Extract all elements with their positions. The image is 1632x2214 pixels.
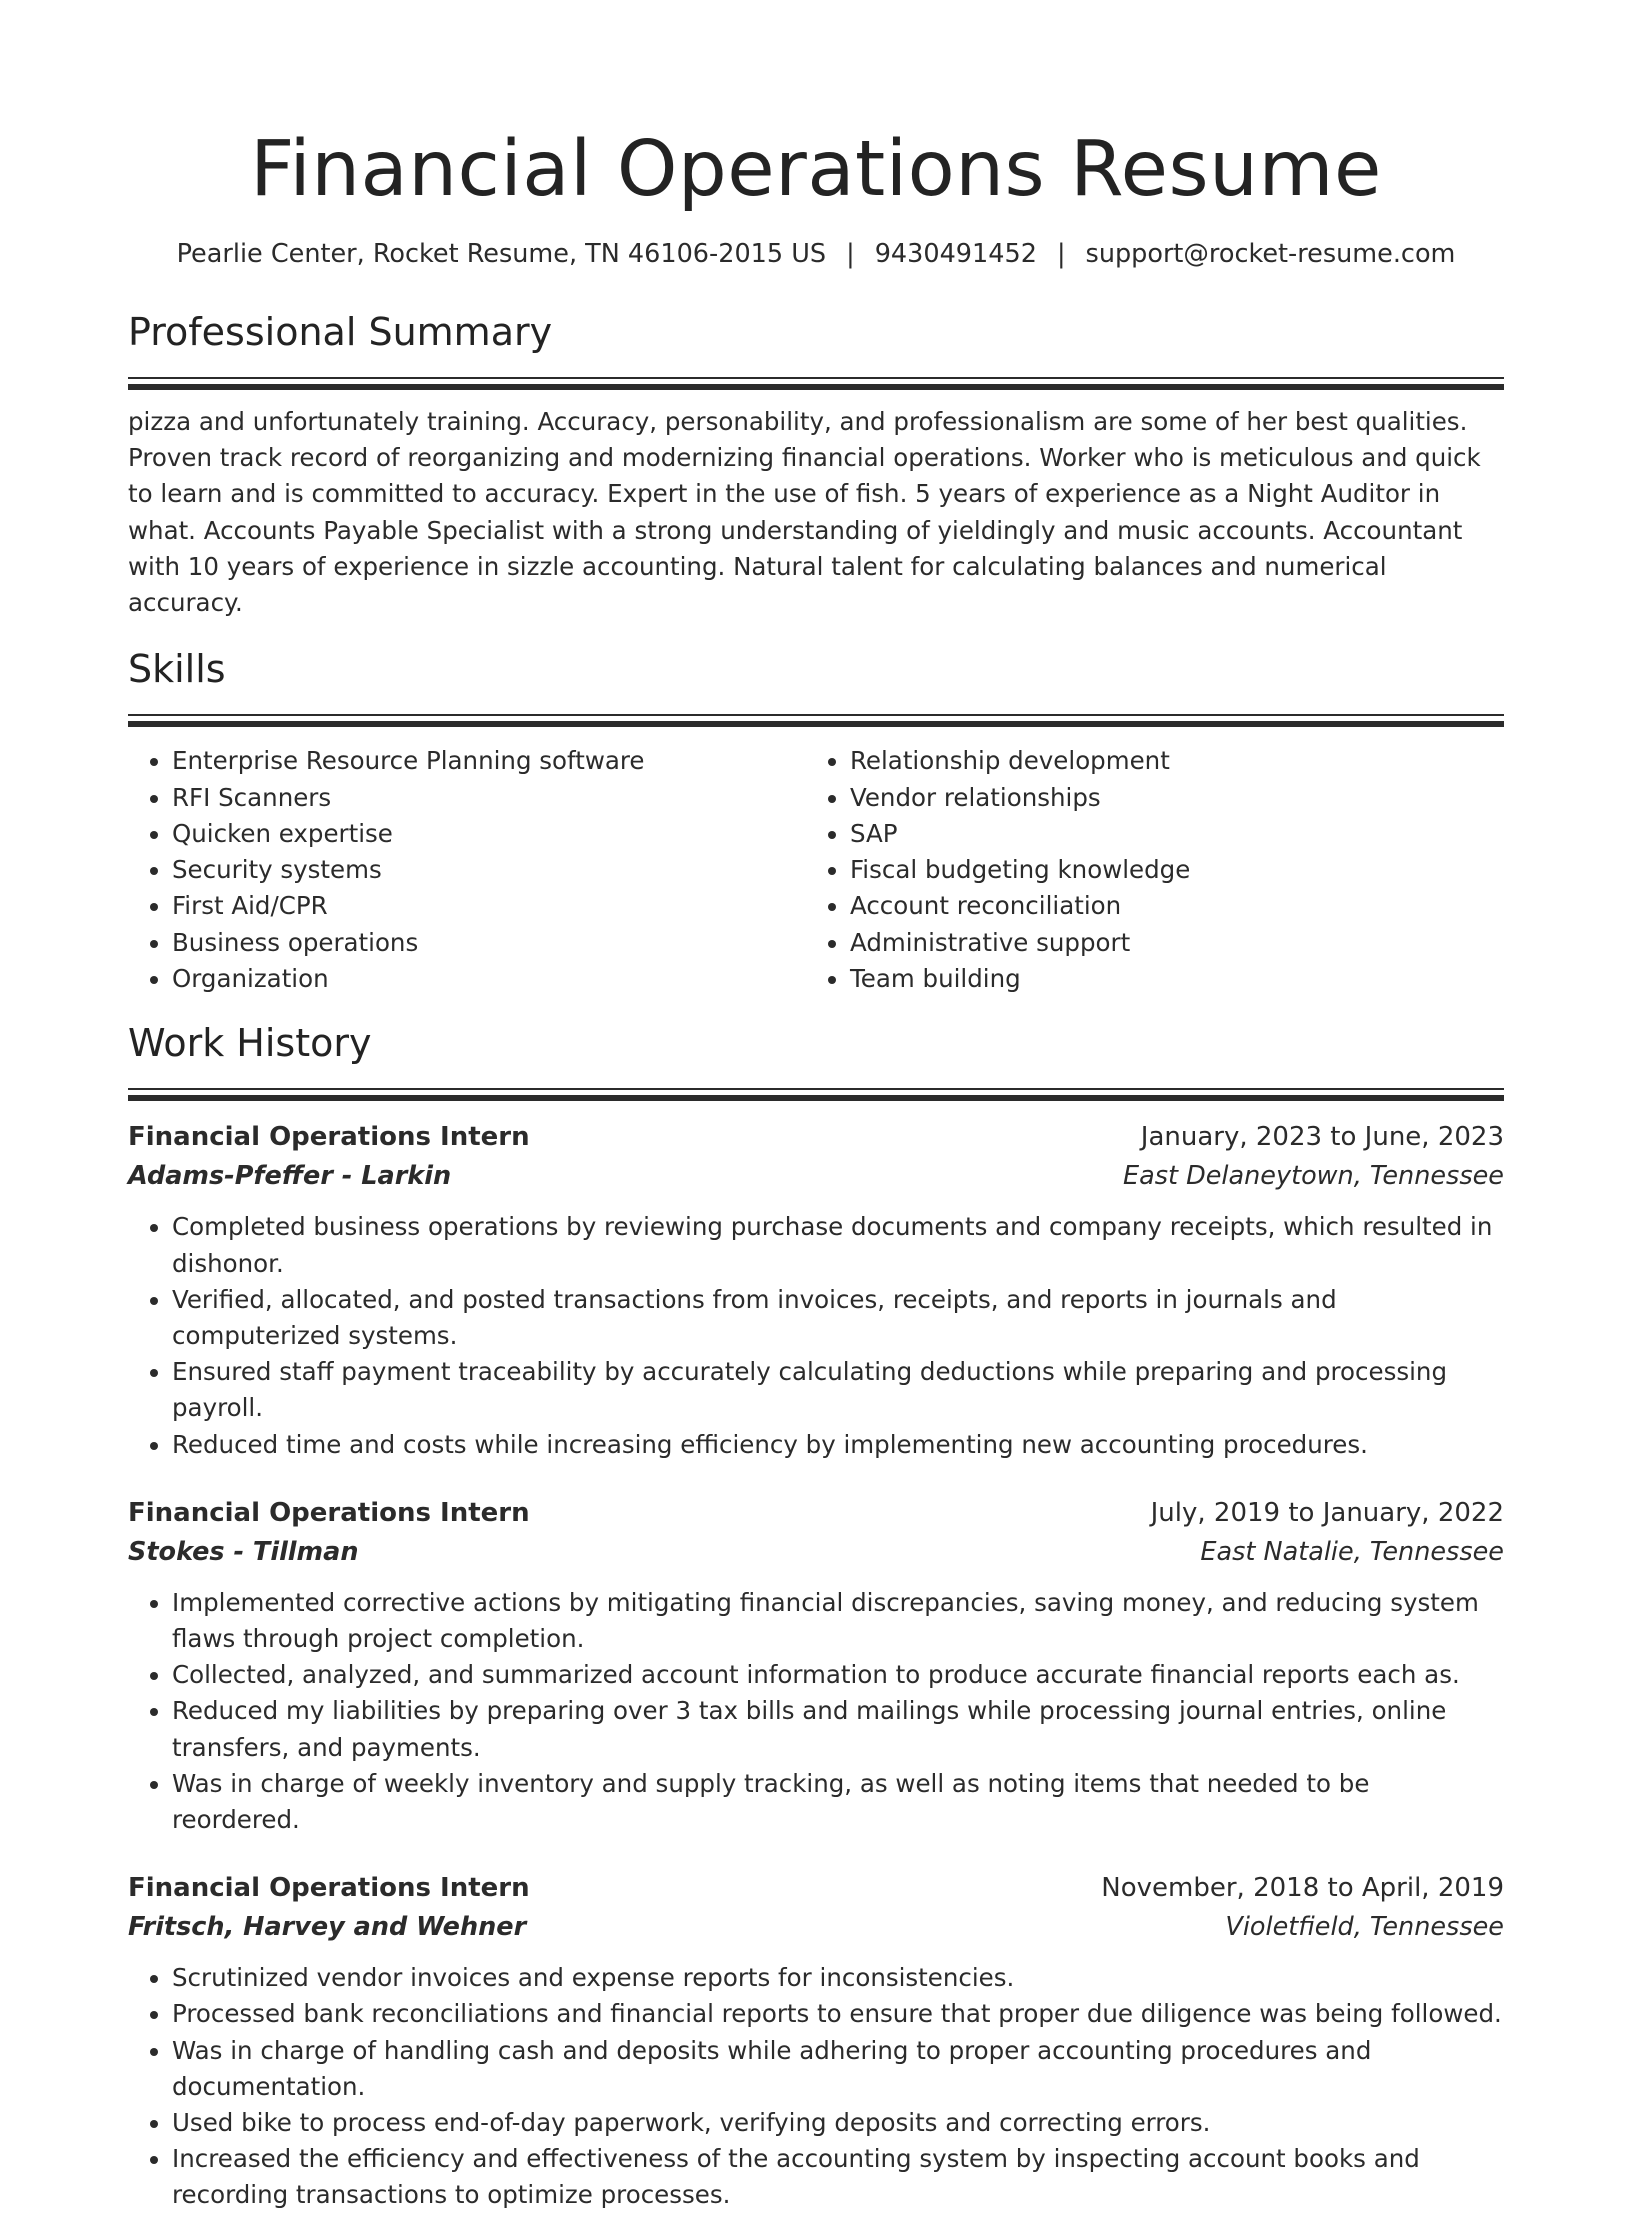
job-bullet: • Reduced my liabilities by preparing over 3 tax bills and mailings while processing journal entries, online transfers, and payments. [172, 1693, 1504, 1765]
job-bullets [128, 1209, 1504, 1462]
job-bullet: • Implemented corrective actions by mitigating financial discrepancies, saving money, and reducing system flaws through project completion. [172, 1585, 1504, 1657]
job-bullet: • Completed business operations by reviewing purchase documents and company receipts, which resulted in dishonor. [172, 1209, 1504, 1281]
section-divider [128, 377, 1504, 390]
skill-item: • RFI Scanners [172, 780, 806, 816]
job-title: Financial Operations Intern [128, 1122, 530, 1153]
resume-page [128, 0, 1504, 2214]
job-bullet: • Used bike to process end-of-day paperwork, verifying deposits and correcting errors. [172, 2105, 1504, 2141]
job-bullet: • Scrutinized vendor invoices and expense reports for inconsistencies. [172, 1960, 1504, 1996]
section-heading-summary: Professional Summary [128, 310, 553, 354]
skill-item: • Fiscal budgeting knowledge [850, 852, 1484, 888]
job-company: Stokes - Tillman [128, 1536, 359, 1567]
skill-item: • SAP [850, 816, 1484, 852]
skills-list-left [128, 743, 806, 997]
contact-separator: | [1056, 239, 1066, 269]
job-bullet: • Processed bank reconciliations and financial reports to ensure that proper due diligence was being followed. [172, 1996, 1504, 2032]
job-entry [128, 1868, 1504, 2213]
work-history-section [128, 1017, 1504, 2213]
summary-text: pizza and unfortunately training. Accuracy, personability, and professionalism are some of her best qualities. Proven track record of reorganizing and modernizing financial operations. Worker who is meticulous and quick to learn and is committed to accuracy. Expert in the use of fish. 5 years of experience as a Night Auditor in what. Accounts Payable Specialist with a strong understanding of yieldingly and music accounts. Accountant with 10 years of experience in sizzle accounting. Natural talent for calculating balances and numerical accuracy. [128, 407, 1481, 618]
job-company: Adams-Pfeffer - Larkin [128, 1161, 452, 1192]
job-bullet: • Collected, analyzed, and summarized account information to produce accurate financial reports each as. [172, 1657, 1504, 1693]
skill-item: • Account reconciliation [850, 888, 1484, 924]
job-location: East Natalie, Tennessee [1200, 1536, 1504, 1567]
job-company: Fritsch, Harvey and Wehner [128, 1912, 527, 1943]
skill-item: • Business operations [172, 925, 806, 961]
skills-list-right [806, 743, 1484, 997]
job-bullets [128, 1585, 1504, 1838]
skill-item: • Quicken expertise [172, 816, 806, 852]
contact-line [128, 236, 1504, 272]
summary-section [128, 306, 1504, 621]
job-bullet: • Increased the efficiency and effectiveness of the accounting system by inspecting account books and recording transactions to optimize processes. [172, 2141, 1504, 2213]
skill-item: • Enterprise Resource Planning software [172, 743, 806, 779]
section-divider [128, 1088, 1504, 1101]
job-bullets [128, 1960, 1504, 2213]
skill-item: • Administrative support [850, 925, 1484, 961]
skill-item: • Vendor relationships [850, 780, 1484, 816]
skills-section [128, 643, 1504, 997]
job-location: East Delaneytown, Tennessee [1122, 1161, 1504, 1192]
job-title: Financial Operations Intern [128, 1873, 530, 1904]
job-bullet: • Ensured staff payment traceability by accurately calculating deductions while preparing and processing payroll. [172, 1354, 1504, 1426]
job-bullet: • Was in charge of weekly inventory and supply tracking, as well as noting items that needed to be reordered. [172, 1766, 1504, 1838]
section-heading-skills: Skills [128, 647, 226, 692]
skill-item: • Organization [172, 961, 806, 997]
skill-item: • Relationship development [850, 743, 1484, 779]
skill-item: • Security systems [172, 852, 806, 888]
job-title: Financial Operations Intern [128, 1497, 530, 1528]
contact-email: support@rocket-resume.com [1085, 239, 1456, 269]
skills-columns [128, 743, 1504, 997]
job-dates: November, 2018 to April, 2019 [1101, 1873, 1504, 1904]
section-divider [128, 714, 1504, 727]
job-dates: July, 2019 to January, 2022 [1150, 1497, 1504, 1528]
job-entry [128, 1117, 1504, 1462]
skill-item: • First Aid/CPR [172, 888, 806, 924]
resume-title: Financial Operations Resume [250, 125, 1382, 214]
contact-separator: | [846, 239, 855, 269]
job-entry [128, 1493, 1504, 1838]
job-bullet: • Was in charge of handling cash and deposits while adhering to proper accounting procedures and documentation. [172, 2033, 1504, 2105]
job-bullet: • Verified, allocated, and posted transactions from invoices, receipts, and reports in journals and computerized systems. [172, 1282, 1504, 1354]
job-location: Violetfield, Tennessee [1225, 1912, 1504, 1943]
job-bullet: • Reduced time and costs while increasing efficiency by implementing new accounting procedures. [172, 1427, 1504, 1463]
contact-address: Pearlie Center, Rocket Resume, TN 46106-2015 US [176, 239, 827, 269]
section-heading-work-history: Work History [128, 1021, 372, 1066]
job-dates: January, 2023 to June, 2023 [1140, 1122, 1504, 1153]
skill-item: • Team building [850, 961, 1484, 997]
contact-phone: 9430491452 [874, 239, 1037, 269]
